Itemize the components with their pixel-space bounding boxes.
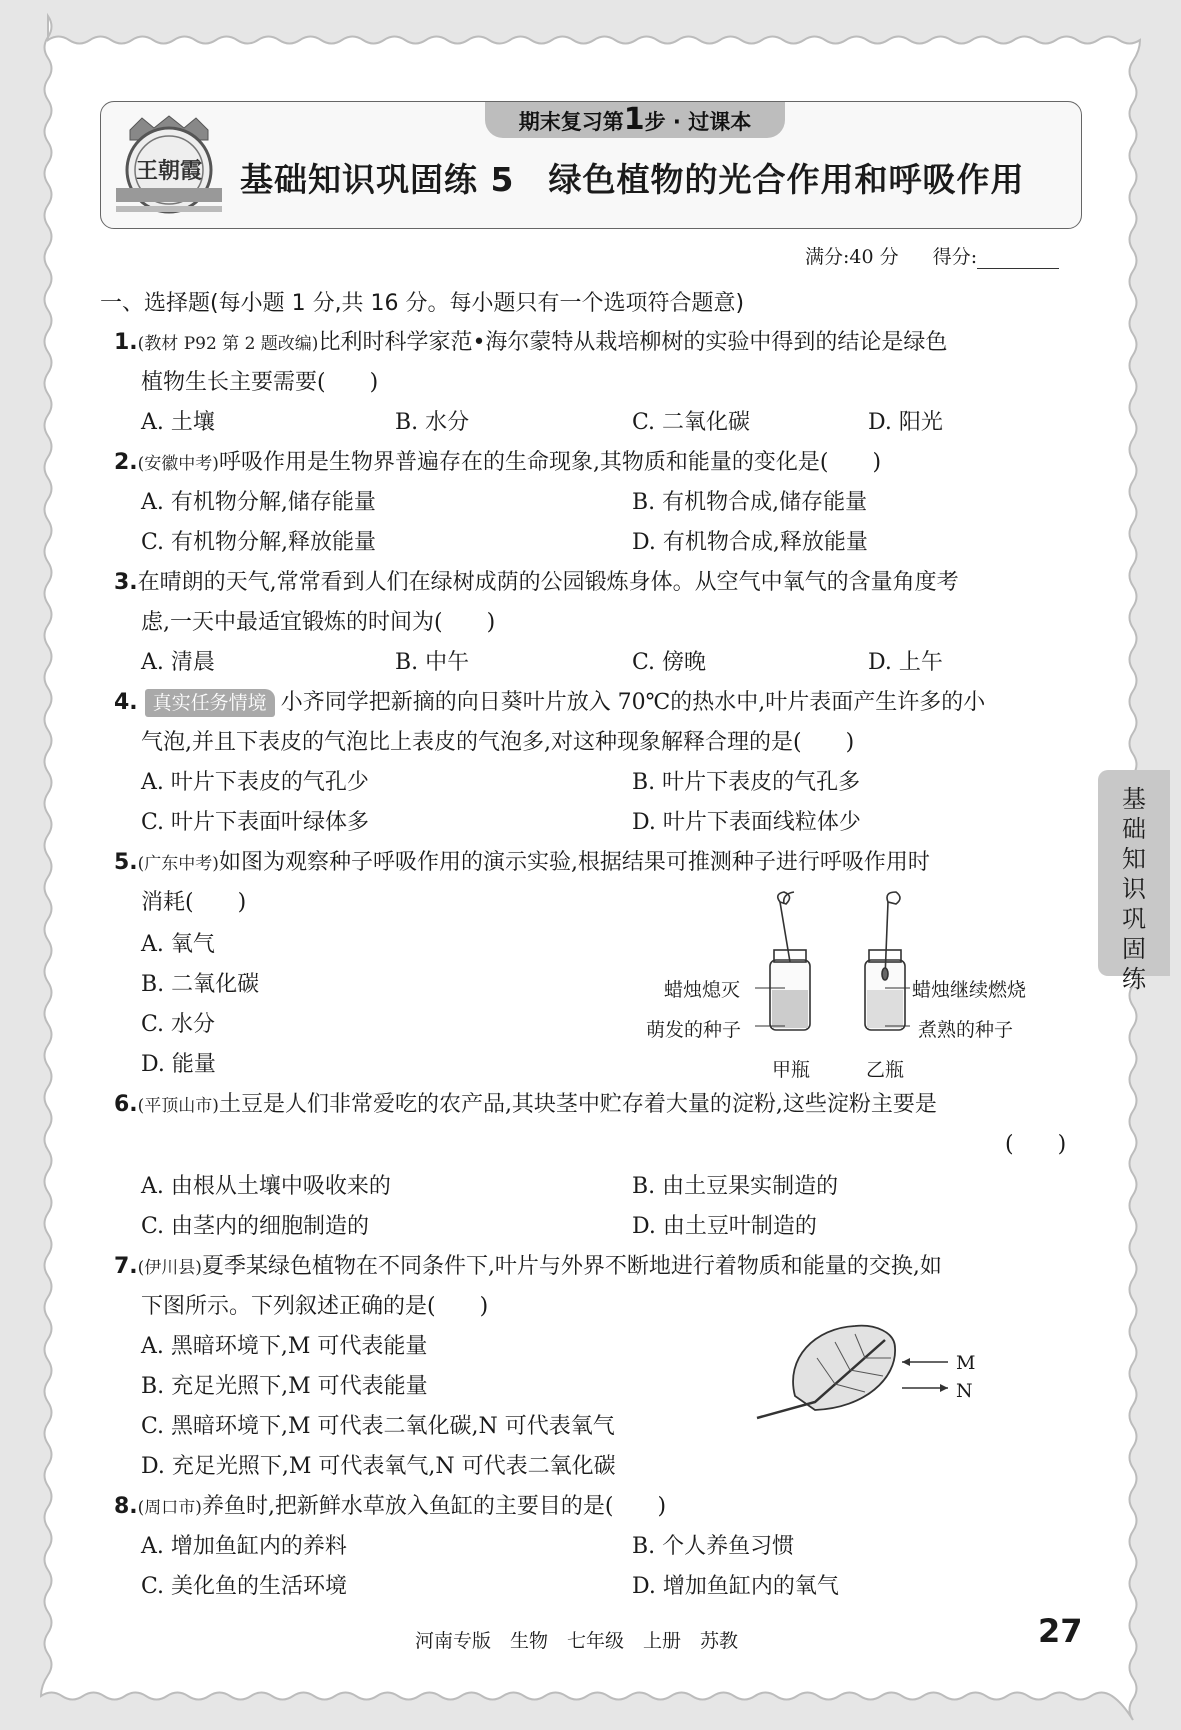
question-4-line2: 气泡,并且下表皮的气泡比上表皮的气泡多,对这种现象解释合理的是( )	[141, 730, 855, 755]
section-heading: 一、选择题(每小题 1 分,共 16 分。每小题只有一个选项符合题意)	[100, 291, 745, 316]
option[interactable]: A. 清晨	[141, 650, 215, 675]
question-8: 8.(周口市)养鱼时,把新鲜水草放入鱼缸的主要目的是( )	[114, 1494, 667, 1519]
option[interactable]: B. 二氧化碳	[141, 972, 260, 997]
option[interactable]: B. 水分	[395, 410, 470, 435]
option[interactable]: B. 充足光照下,M 可代表能量	[141, 1374, 428, 1399]
option[interactable]: A. 增加鱼缸内的养料	[141, 1534, 347, 1559]
step-banner: 期末复习第1步 · 过课本	[485, 102, 785, 138]
label-germinating-seeds: 萌发的种子	[646, 1019, 742, 1041]
question-3: 3.在晴朗的天气,常常看到人们在绿树成荫的公园锻炼身体。从空气中氧气的含量角度考	[114, 570, 959, 595]
option[interactable]: C. 叶片下表面叶绿体多	[141, 810, 370, 835]
question-5: 5.(广东中考)如图为观察种子呼吸作用的演示实验,根据结果可推测种子进行呼吸作用时	[114, 850, 930, 875]
publisher-logo	[110, 110, 228, 222]
option[interactable]: D. 能量	[141, 1052, 216, 1077]
option[interactable]: B. 由土豆果实制造的	[632, 1174, 839, 1199]
question-7: 7.(伊川县)夏季某绿色植物在不同条件下,叶片与外界不断地进行着物质和能量的交换,如	[114, 1254, 942, 1279]
question-7-line2: 下图所示。下列叙述正确的是( )	[141, 1294, 489, 1319]
option[interactable]: C. 美化鱼的生活环境	[141, 1574, 348, 1599]
option[interactable]: B. 有机物合成,储存能量	[632, 490, 868, 515]
question-1-line2: 植物生长主要需要( )	[141, 370, 379, 395]
option[interactable]: C. 水分	[141, 1012, 216, 1037]
option[interactable]: C. 由茎内的细胞制造的	[141, 1214, 370, 1239]
question-3-line2: 虑,一天中最适宜锻炼的时间为( )	[141, 610, 496, 635]
option[interactable]: A. 黑暗环境下,M 可代表能量	[141, 1334, 428, 1359]
page-number: 27	[1038, 1612, 1083, 1650]
label-jar-a: 甲瓶	[772, 1059, 811, 1081]
question-4: 4. 真实任务情境 小齐同学把新摘的向日葵叶片放入 70℃的热水中,叶片表面产生许多的小	[114, 690, 986, 715]
option[interactable]: C. 二氧化碳	[632, 410, 751, 435]
question-2: 2.(安徽中考)呼吸作用是生物界普遍存在的生命现象,其物质和能量的变化是( )	[114, 450, 882, 475]
option[interactable]: B. 个人养鱼习惯	[632, 1534, 795, 1559]
label-jar-b: 乙瓶	[866, 1059, 905, 1081]
full-score: 满分:40 分	[805, 246, 899, 268]
mn-arrows	[900, 1352, 950, 1397]
option[interactable]: A. 氧气	[141, 932, 215, 957]
question-5-line2: 消耗( )	[141, 890, 247, 915]
score-blank[interactable]	[977, 250, 1059, 269]
score-label: 得分:	[932, 246, 978, 268]
label-m: M	[956, 1352, 976, 1374]
side-tab[interactable]: 基 础 知 识 巩 固 练	[1098, 770, 1170, 976]
question-6: 6.(平顶山市)土豆是人们非常爱吃的农产品,其块茎中贮存着大量的淀粉,这些淀粉主要是	[114, 1092, 937, 1117]
option[interactable]: D. 阳光	[868, 410, 943, 435]
option[interactable]: A. 土壤	[141, 410, 215, 435]
option[interactable]: C. 有机物分解,释放能量	[141, 530, 377, 555]
label-n: N	[956, 1380, 973, 1402]
option[interactable]: A. 叶片下表皮的气孔少	[141, 770, 369, 795]
svg-text:王朝霞: 王朝霞	[135, 158, 203, 184]
footer: 河南专版 生物 七年级 上册 苏教	[415, 1630, 739, 1652]
option[interactable]: C. 傍晚	[632, 650, 707, 675]
option[interactable]: B. 叶片下表皮的气孔多	[632, 770, 861, 795]
option[interactable]: C. 黑暗环境下,M 可代表二氧化碳,N 可代表氧气	[141, 1414, 615, 1439]
page-title: 基础知识巩固练 5 绿色植物的光合作用和呼吸作用	[240, 160, 1025, 199]
side-tab-char: 练	[1122, 965, 1146, 993]
answer-blank[interactable]: ( )	[1005, 1132, 1067, 1157]
option[interactable]: B. 中午	[395, 650, 470, 675]
label-cooked-seeds: 煮熟的种子	[918, 1019, 1014, 1041]
option[interactable]: D. 上午	[868, 650, 943, 675]
option[interactable]: D. 叶片下表面线粒体少	[632, 810, 861, 835]
option[interactable]: D. 由土豆叶制造的	[632, 1214, 817, 1239]
option[interactable]: D. 有机物合成,释放能量	[632, 530, 868, 555]
label-lines	[755, 978, 915, 1038]
question-1: 1.(教材 P92 第 2 题改编)比利时科学家范•海尔蒙特从栽培柳树的实验中得到的结论是绿色	[114, 330, 948, 355]
option[interactable]: D. 充足光照下,M 可代表氧气,N 可代表二氧化碳	[141, 1454, 616, 1479]
option[interactable]: A. 有机物分解,储存能量	[141, 490, 376, 515]
option[interactable]: D. 增加鱼缸内的氧气	[632, 1574, 839, 1599]
score-line	[805, 242, 1059, 269]
label-candle-burning: 蜡烛继续燃烧	[912, 979, 1027, 1001]
option[interactable]: A. 由根从土壤中吸收来的	[141, 1174, 391, 1199]
task-tag: 真实任务情境	[145, 689, 275, 717]
label-candle-out: 蜡烛熄灭	[664, 979, 741, 1001]
